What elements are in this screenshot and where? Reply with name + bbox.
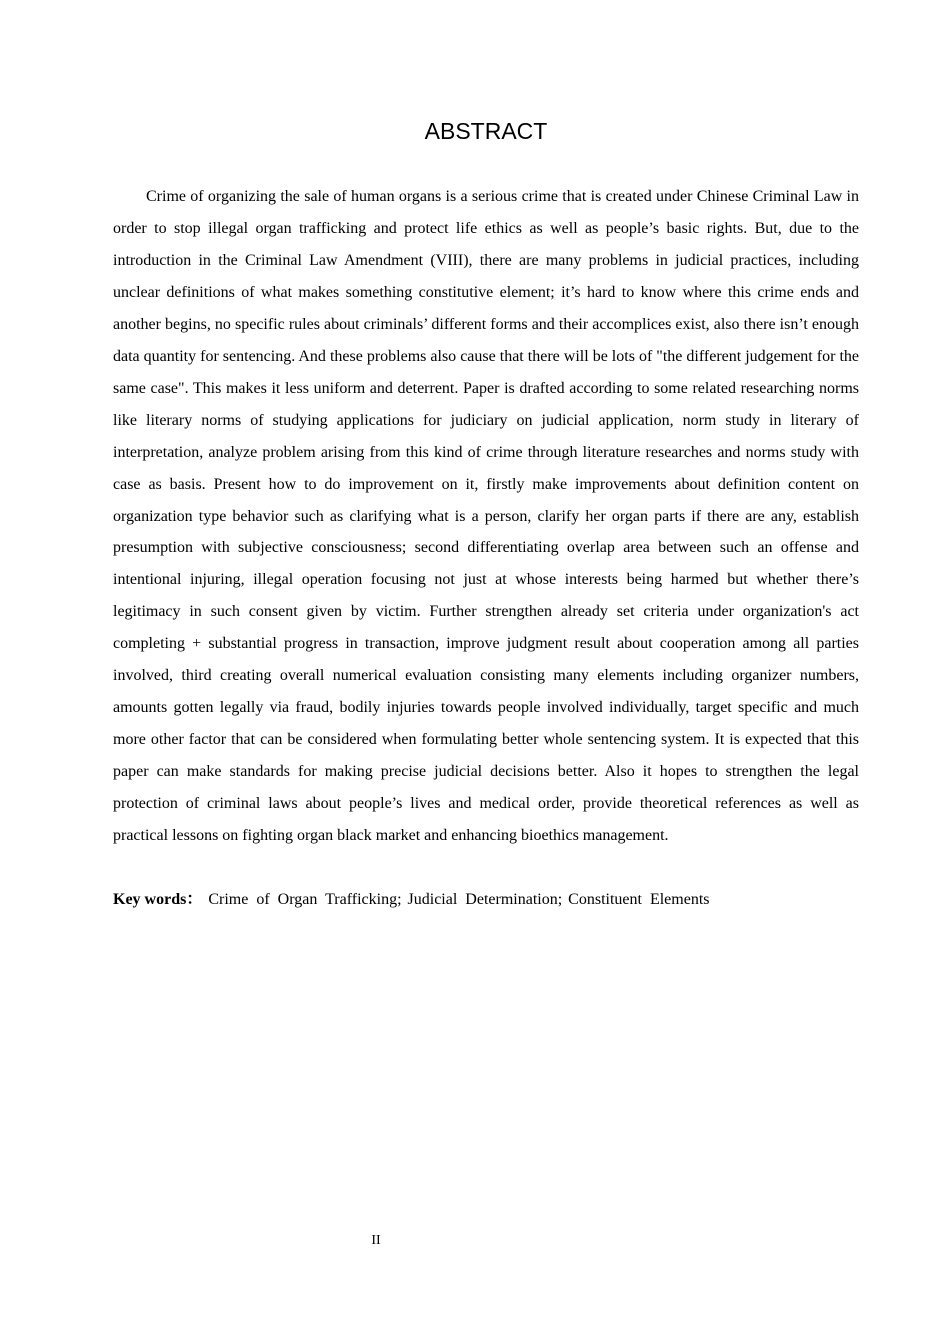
- keywords-line: [113, 884, 859, 916]
- keyword-delimiter-1: ;: [397, 891, 402, 908]
- keyword-item-2: Judicial Determination: [407, 891, 558, 908]
- keywords-separator: ：: [186, 891, 203, 908]
- keyword-item-1: Crime of Organ Trafficking: [208, 891, 398, 908]
- page-number: II: [371, 1233, 381, 1248]
- keywords-label: Key words: [113, 891, 187, 908]
- abstract-title: ABSTRACT: [424, 118, 548, 144]
- keyword-delimiter-2: ;: [557, 891, 563, 908]
- keyword-item-3: Constituent Elements: [568, 891, 710, 908]
- abstract-body-paragraph: Crime of organizing the sale of human organs is a serious crime that is created under Chinese Criminal Law in order to stop illegal organ trafficking and protect life ethics as well as people’s basic rights. But, due to the introduction in the Criminal Law Amendment (VIII), there are many problems in judicial practices, including unclear definitions of what makes something constitutive element; it’s hard to know where this crime ends and another begins, no specific rules about criminals’ different forms and their accomplices exist, also there isn’t enough data quantity for sentencing. And these problems also cause that there will be lots of "the different judgement for the same case". This makes it less uniform and deterrent. Paper is drafted according to some related researching norms like literary norms of studying applications for judiciary on judicial application, norm study in literary of interpretation, analyze problem arising from this kind of crime through literature researches and norms study with case as basis. Present how to do improvement on it, firstly make improvements about definition content on organization type behavior such as clarifying what is a person, clarify her organ parts if there are any, establish presumption with subjective consciousness; second differentiating overlap area between such an offense and intentional injuring, illegal operation focusing not just at whose interests being harmed but whether there’s legitimacy in such consent given by victim. Further strengthen already set criteria under organization's act completing + substantial progress in transaction, improve judgment result about cooperation among all parties involved, third creating overall numerical evaluation consisting many elements including organizer numbers, amounts gotten legally via fraud, bodily injuries towards people involved individually, target specific and much more other factor that can be considered when formulating better whole sentencing system. It is expected that this paper can make standards for making precise judicial decisions better. Also it hopes to strengthen the legal protection of criminal laws about people’s lives and medical order, provide theoretical references as well as practical lessons on fighting organ black market and enhancing bioethics management.: [113, 188, 859, 845]
